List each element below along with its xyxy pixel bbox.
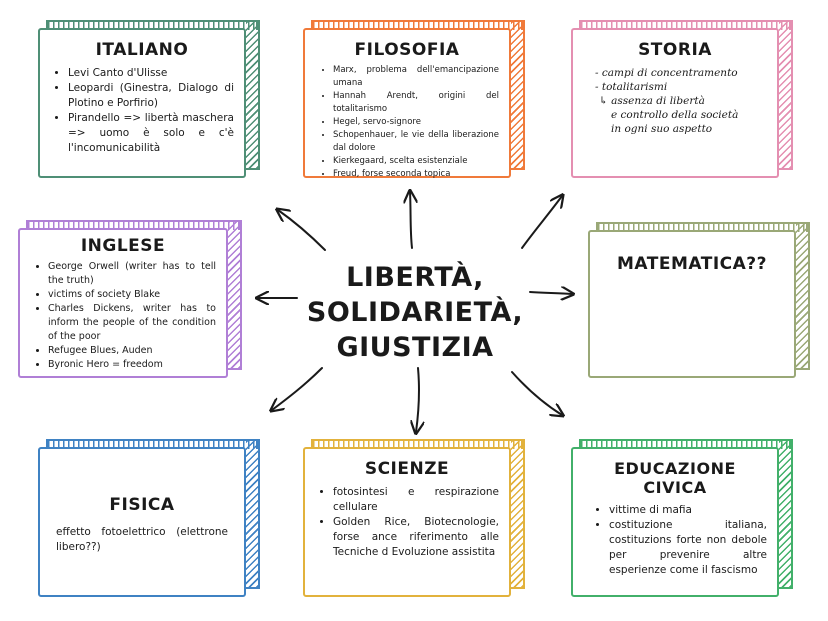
note-line: ↳ assenza di libertà <box>599 95 705 107</box>
list-item: • Golden Rice, Biotecnologie, forse ance riferimento alle Tecniche d Evoluzione assistita <box>333 515 499 560</box>
card-side-hatch <box>246 20 260 170</box>
note-line: - campi di concentramento <box>595 67 738 79</box>
list-item: • Leopardi (Ginestra, Dialogo di Plotino e Porfirio) <box>68 81 234 111</box>
card-face <box>38 28 246 178</box>
arrow-educazione <box>512 372 562 415</box>
card-face <box>571 28 779 178</box>
list-item: • Pirandello => libertà maschera => uomo è solo e c'è l'incomunicabilità <box>68 111 234 156</box>
list-item: • Refugee Blues, Auden <box>48 344 216 358</box>
card-list <box>50 66 234 156</box>
central-line-2: SOLIDARIETÀ, <box>306 297 524 328</box>
card-title: EDUCAZIONE CIVICA <box>614 459 736 497</box>
card-list <box>315 485 499 560</box>
list-item: • Charles Dickens, writer has to inform the people of the condition of the poor <box>48 302 216 344</box>
card-scienze <box>303 447 525 597</box>
arrow-matematica <box>530 292 572 294</box>
card-text: effetto fotoelettrico (elettrone libero??) <box>56 526 228 553</box>
note-line: - totalitarismi <box>595 81 668 93</box>
handwritten-notes <box>583 66 767 136</box>
arrow-storia <box>522 196 562 248</box>
card-side-hatch <box>779 439 793 589</box>
central-line-3: GIUSTIZIA <box>336 332 494 363</box>
note-line: e controllo della società <box>611 109 739 121</box>
card-face <box>18 228 228 378</box>
card-title: STORIA <box>638 40 712 60</box>
card-title: FISICA <box>109 495 175 515</box>
central-line-1: LIBERTÀ, <box>346 262 484 293</box>
card-title: MATEMATICA?? <box>617 254 767 274</box>
card-fisica <box>38 447 260 597</box>
card-matematica <box>588 230 810 378</box>
list-item: • George Orwell (writer has to tell the truth) <box>48 260 216 288</box>
card-storia <box>571 28 793 178</box>
card-face <box>303 28 511 178</box>
arrow-italiano <box>278 210 325 250</box>
card-filosofia <box>303 28 525 178</box>
card-title: FILOSOFIA <box>354 40 460 60</box>
card-face <box>588 230 796 378</box>
list-item: • Levi Canto d'Ulisse <box>68 66 234 81</box>
card-face <box>303 447 511 597</box>
arrow-scienze <box>416 368 419 432</box>
card-side-hatch <box>511 439 525 589</box>
card-italiano <box>38 28 260 178</box>
arrow-filosofia <box>410 192 412 248</box>
arrow-fisica <box>272 368 322 410</box>
card-face <box>38 447 246 597</box>
list-item: • Byronic Hero = freedom <box>48 358 216 372</box>
card-list <box>583 503 767 578</box>
list-item: • costituzione italiana, costituzions forte non debole per prevenire altre esperienze come il fascismo <box>609 518 767 578</box>
card-side-hatch <box>779 20 793 170</box>
list-item: • Hegel, servo-signore <box>333 116 499 129</box>
central-theme <box>305 260 525 365</box>
card-title: SCIENZE <box>364 459 450 479</box>
list-item: • fotosintesi e respirazione cellulare <box>333 485 499 515</box>
card-side-hatch <box>228 220 242 370</box>
list-item: • Freud, forse seconda topica <box>333 168 499 181</box>
card-face <box>571 447 779 597</box>
card-side-hatch <box>796 222 810 370</box>
card-title: INGLESE <box>80 236 166 256</box>
card-side-hatch <box>246 439 260 589</box>
card-side-hatch <box>511 20 525 170</box>
list-item: • Schopenhauer, le vie della liberazione dal dolore <box>333 129 499 155</box>
card-educazione-civica <box>571 447 793 597</box>
list-item: • Kierkegaard, scelta esistenziale <box>333 155 499 168</box>
note-line: in ogni suo aspetto <box>611 123 713 135</box>
card-list <box>30 260 216 372</box>
card-inglese <box>18 228 242 378</box>
card-title: ITALIANO <box>95 40 189 60</box>
list-item: • victims of society Blake <box>48 288 216 302</box>
list-item: • vittime di mafia <box>609 503 767 518</box>
list-item: • Hannah Arendt, origini del totalitarismo <box>333 90 499 116</box>
card-list <box>315 64 499 181</box>
list-item: • Marx, problema dell'emancipazione umana <box>333 64 499 90</box>
